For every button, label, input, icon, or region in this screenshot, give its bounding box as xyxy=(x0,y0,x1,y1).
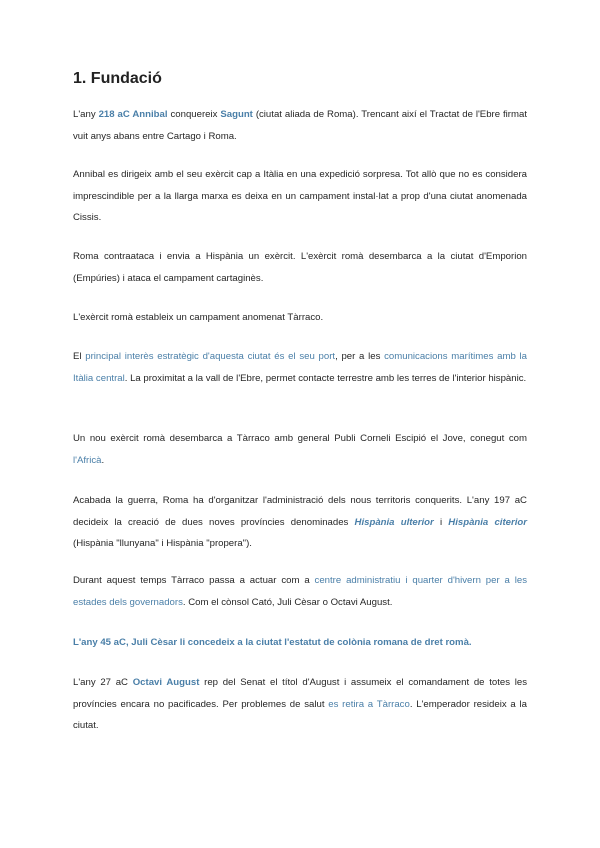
text: . Com el cònsol Cató, Juli Cèsar o Octavi August. xyxy=(182,596,393,608)
paragraph-9: L'any 45 aC, Juli Cèsar li concedeix a la ciutat l'estatut de colònia romana de dret romà. xyxy=(73,637,472,648)
text: , per a les xyxy=(335,351,385,362)
section-heading: 1. Fundació xyxy=(73,70,162,87)
highlight-text: Hispània ulterior xyxy=(354,516,434,528)
highlight-text: Sagunt xyxy=(220,109,253,120)
highlight-text: 218 aC Annibal xyxy=(98,109,168,120)
highlight-text: principal interès estratègic d'aquesta ciutat és el seu port xyxy=(85,351,336,362)
paragraph-3: Roma contraataca i envia a Hispània un exèrcit. L'exèrcit romà desembarca a la ciutat d'Emporion (Empúries) i ataca el campament cartaginès. xyxy=(73,251,527,284)
text: . L'emperador resideix a la ciutat. xyxy=(73,698,528,731)
highlight-text: Hispània citerior xyxy=(448,516,527,528)
highlight-text: es retira a Tàrraco xyxy=(328,698,410,710)
highlight-text: Octavi August xyxy=(132,677,200,688)
highlight-text: centre administratiu i quarter d'hivern per a les estades dels governadors xyxy=(73,575,528,608)
text: i xyxy=(433,516,449,528)
paragraph-2: Annibal es dirigeix amb el seu exèrcit cap a Itàlia en una expedició sorpresa. Tot allò que no es considera imprescindible per a la llarga marxa es deixa en un campament instal·lat a prop d'una ciutat anomenada Cissis. xyxy=(73,169,527,223)
text: Durant aquest temps Tàrraco passa a actuar com a xyxy=(73,575,315,586)
text: . La proximitat a la vall de l'Ebre, permet contacte terrestre amb les terres de l'interior hispànic. xyxy=(124,372,527,384)
highlight-text: l'Africà xyxy=(73,454,102,466)
paragraph-6 xyxy=(73,428,527,471)
text: conquereix xyxy=(167,109,221,120)
text: rep del Senat el títol d'August i assumeix el comandament de totes les províncies encara no pacificades. Per problemes de salut xyxy=(73,677,527,710)
paragraph-8 xyxy=(73,570,527,613)
paragraph-5 xyxy=(73,346,527,389)
text: L'any xyxy=(73,109,99,120)
text: Un nou exèrcit romà desembarca a Tàrraco amb general Publi Corneli Escipió el Jove, conegut com xyxy=(73,433,527,444)
highlight-text: comunicacions marítimes amb la Itàlia central xyxy=(73,351,527,384)
text: Acabada la guerra, Roma ha d'organitzar l'administració dels nous territoris conquerits. L'any 197 aC decideix la creació de dues noves províncies denominades xyxy=(73,495,527,528)
paragraph-7 xyxy=(73,490,527,555)
paragraph-1 xyxy=(73,104,527,147)
text: El xyxy=(73,351,86,362)
paragraph-10 xyxy=(73,672,527,737)
paragraph-4: L'exèrcit romà estableix un campament anomenat Tàrraco. xyxy=(73,312,324,323)
text: (ciutat aliada de Roma). Trencant així el Tractat de l'Ebre firmat vuit anys abans entre Cartago i Roma. xyxy=(73,109,527,142)
text: L'any 27 aC xyxy=(73,677,133,688)
text: . xyxy=(101,454,105,466)
text: (Hispània "llunyana" i Hispània "propera"). xyxy=(73,538,252,549)
